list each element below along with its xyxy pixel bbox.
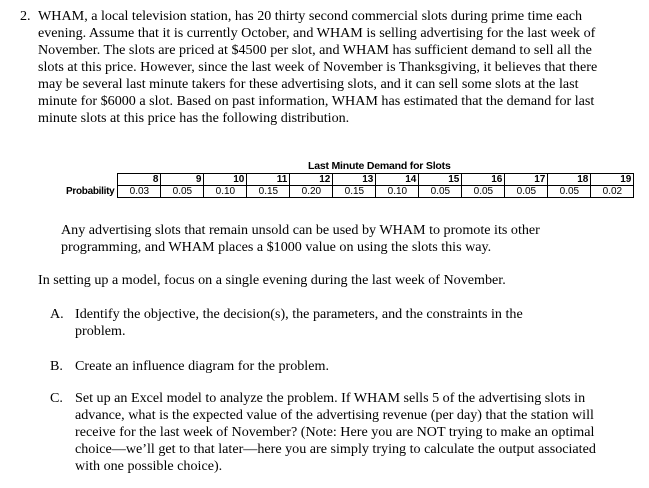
probability-cell: 0.05 [419,186,462,198]
demand-cell: 15 [419,174,462,186]
probability-cell: 0.15 [247,186,290,198]
probability-cell: 0.05 [505,186,548,198]
demand-cell: 9 [161,174,204,186]
probability-cell: 0.15 [333,186,376,198]
probability-label: Probability [66,186,115,197]
probability-cell: 0.05 [161,186,204,198]
item-b-text: Create an influence diagram for the problem. [75,358,329,374]
item-a-letter: A. [50,306,64,322]
unsold-slots-paragraph: Any advertising slots that remain unsold can be used by WHAM to promote its other programming, and WHAM places a $1000 value on using the slots this way. [61,222,540,255]
demand-distribution-table [64,173,634,198]
probability-cell: 0.10 [204,186,247,198]
probability-row [64,186,634,198]
table-title: Last Minute Demand for Slots [308,160,451,172]
probability-cell: 0.02 [591,186,634,198]
item-c-letter: C. [50,390,63,406]
demand-cell: 18 [548,174,591,186]
demand-cell: 19 [591,174,634,186]
demand-cell: 11 [247,174,290,186]
demand-cell: 12 [290,174,333,186]
demand-cell: 17 [505,174,548,186]
item-b-letter: B. [50,358,63,374]
probability-cell: 0.05 [548,186,591,198]
problem-number: 2. [20,8,31,24]
demand-cell: 13 [333,174,376,186]
demand-cell: 14 [376,174,419,186]
probability-cell: 0.20 [290,186,333,198]
demand-cell: 10 [204,174,247,186]
demand-cell: 16 [462,174,505,186]
table-corner [64,174,118,186]
probability-cell: 0.10 [376,186,419,198]
demand-row [64,174,634,186]
problem-intro: WHAM, a local television station, has 20 thirty second commercial slots during prime time each evening. Assume that it is currently October, and WHAM is selling advertising for the last week of November. The slots are priced at $4500 per slot, and WHAM has sufficient demand to sell all the slots at this price. However, since the last week of November is Thanksgiving, it believes that there may be several last minute takers for these advertising slots, and it can sell some slots at the last minute for $6000 a slot. Based on past information, WHAM has estimated that the demand for last minute slots at this price has the following distribution. [38,8,598,126]
probability-cell: 0.03 [118,186,161,198]
setup-paragraph: In setting up a model, focus on a single evening during the last week of November. [38,272,506,288]
demand-cell: 8 [118,174,161,186]
item-c-text: Set up an Excel model to analyze the problem. If WHAM sells 5 of the advertising slots in advance, what is the expected value of the advertising revenue (per day) that the station will receive for the last week of November? (Note: Here you are NOT trying to make an optimal choice—we’ll get to that later—here you are simply trying to calculate the output associated with one possible choice). [75,390,596,474]
item-a-text: Identify the objective, the decision(s), the parameters, and the constraints in the problem. [75,306,523,339]
probability-cell: 0.05 [462,186,505,198]
